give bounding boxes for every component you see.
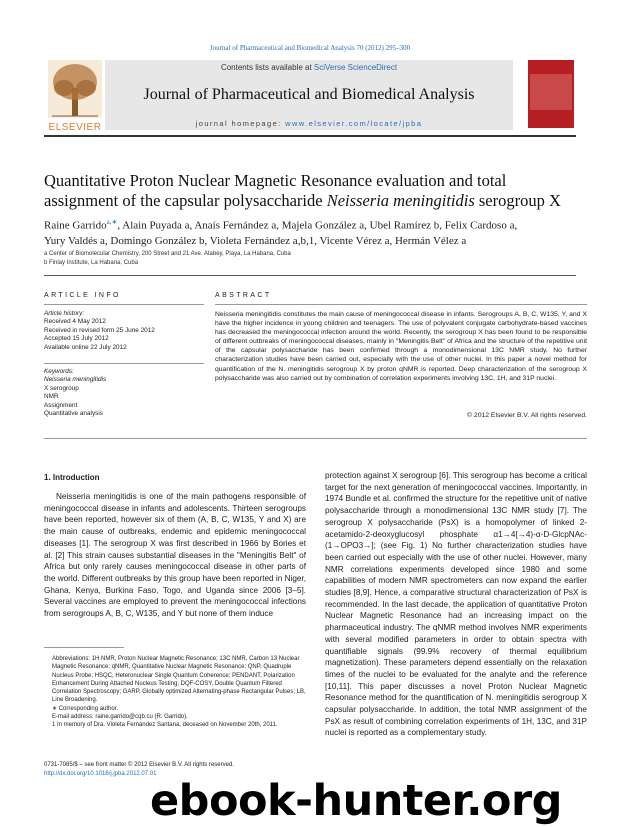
journal-title: Journal of Pharmaceutical and Biomedical Analysis bbox=[143, 86, 475, 103]
footnote-rule bbox=[44, 647, 124, 648]
contents-line bbox=[105, 63, 513, 72]
elsevier-logo-icon bbox=[44, 58, 106, 132]
abstract-rule bbox=[215, 304, 587, 305]
contents-prefix: Contents lists available at bbox=[220, 63, 314, 72]
keyword: NMR bbox=[44, 393, 59, 401]
footnotes bbox=[44, 655, 306, 730]
abbreviations-footnote: Abbreviations: 1H NMR, Proton Nuclear Magnetic Resonance; 13C NMR, Carbon 13 Nuclear Magnetic Resonance; qNMR, Quantitative Nuclear Magnetic Resonance; QNP, Quadruple Nucleus Probe; HSQC, Heteronuclear Single Quantum Coherence; PENDANT, Polarization Enhancement During Attached Nucleus Testing; DQF-COSY, Double Quantum Filtered Correlation Spectroscopy; GARP, Globally optimized Alternating-phase Rectangular Pulses; LB, Line Broadening. bbox=[52, 656, 306, 704]
title-text: assignment of the capsular polysaccharide bbox=[44, 191, 327, 210]
watermark-text: ebook-hunter.org bbox=[150, 776, 562, 826]
doi-link[interactable]: http://dx.doi.org/10.1016/j.jpba.2012.07.01 bbox=[44, 770, 157, 777]
title-species: Neisseria meningitidis bbox=[326, 191, 475, 210]
corresponding-author-note: ∗ Corresponding author. bbox=[52, 705, 119, 712]
journal-reference[interactable]: Journal of Pharmaceutical and Biomedical Analysis 70 (2012) 295–300 bbox=[209, 44, 411, 52]
issn-line: 0731-7085/$ – see front matter © 2012 Elsevier B.V. All rights reserved. bbox=[44, 762, 234, 768]
title-text-end: serogroup X bbox=[474, 191, 561, 210]
abstract-heading: ABSTRACT bbox=[215, 292, 272, 299]
keyword: Neisseria meningitidis bbox=[44, 376, 107, 384]
article-info-rule bbox=[44, 304, 204, 305]
first-author-affiliation[interactable]: a,∗ bbox=[106, 218, 118, 226]
keywords-rule bbox=[44, 363, 204, 364]
history-accepted: Accepted 15 July 2012 bbox=[44, 335, 109, 343]
abstract-text: Neisseria meningitidis constitutes the main cause of meningococcal disease in infants. Serogroups A, B, C, W135, Y, and X have the higher incidence in young children and teenagers. The use of polyvalent conjugate carbohydrate-based vaccines has decreased the meningococcal infection around the world. Recently, the serogroup X has been found to be responsible of different outbreaks of meningococcal diseases, mainly in "Meningitis Belt" of Africa and the structure of the repetitive unit of the capsular polysaccharide has been confirmed through a monodimensional 13C NMR study. No further characterization studies have been carried out, especially with the use of other nuclei. In this paper a novel method for quantification of the N. meningitidis serogroup X by proton qNMR is reported. Deep characterization of the serogroup X polysaccharide was also carried out by combination of correlation experiments involving 13C, 1H, and 31P nuclei. bbox=[215, 311, 587, 382]
authors-line-1 bbox=[44, 215, 584, 234]
affiliation-rule bbox=[44, 275, 576, 276]
history-received: Received 4 May 2012 bbox=[44, 318, 106, 326]
keywords-label: Keywords: bbox=[44, 368, 74, 375]
history-online: Available online 22 July 2012 bbox=[44, 343, 127, 351]
authors-rest: , Alain Puyada a, Anaís Fernández a, Majela González a, Ubel Ramírez b, Felix Cardoso a, bbox=[117, 219, 518, 232]
title-line-1: Quantitative Proton Nuclear Magnetic Resonance evaluation and total bbox=[44, 171, 507, 190]
journal-homepage bbox=[105, 119, 513, 128]
authors-line-2: Yury Valdés a, Domingo González b, Violeta Fernández a,b,1, Vicente Vérez a, Hermán Vélez a bbox=[44, 234, 467, 247]
section-heading-introduction: 1. Introduction bbox=[44, 473, 100, 482]
history-label: Article history: bbox=[44, 310, 85, 317]
journal-cover-art bbox=[530, 74, 572, 110]
affiliations bbox=[44, 250, 584, 268]
keywords bbox=[44, 368, 204, 418]
article-history bbox=[44, 310, 204, 352]
intro-paragraph-cont: protection against X serogroup [6]. This serogroup has become a critical target for the next generation of meningococcal vaccines. Importantly, in 1974 Bundle et al. confirmed the structure for the repetitive unit of native polysaccharide through a monodimensional 13C NMR study [7]. The serogroup X polysaccharide (PsX) is a homopolymer of linked 2-acetamido-2-deoxyglucosyl phosphate α1→4[→4)-α-D-GlcpNAc-(1→OPO3→]; (see Fig. 1) No further characterization studies have been carried out especially with the use of other nuclei. However, many NMR correlations experiments developed since 1980 and some capabilities of modern NMR spectrometers can now expand the earlier studies [8,9]. Hence, a comparative structural characterization of PsX is recommended. In the last decade, the application of quantitative Proton Nuclear Magnetic Resonance had an increasing impact on the pharmaceutical industry. The qNMR method involves NMR experiments with several modified parameters in order to obtain spectra with quantifiable signals (99.9% recovery of thermal equilibrium magnetization). These parameters depend essentially on the relaxation times of the nuclei to be evaluated for the analyte and the reference [10,11]. This paper discusses a novel Proton Nuclear Magnetic Resonance method for the quantification of N. meningitidis serogroup X capsular polysaccharide. In addition, the total NMR assignment of the PsX as result of combining correlation experiments of 1H, 13C, and 31P nuclei is reported as a complementary study. bbox=[325, 471, 587, 738]
keyword: Quantitative analysis bbox=[44, 410, 103, 418]
intro-left-column bbox=[44, 491, 306, 620]
first-author[interactable]: Raine Garrido bbox=[44, 219, 107, 232]
copyright: © 2012 Elsevier B.V. All rights reserved. bbox=[467, 412, 587, 419]
keyword: X serogroup bbox=[44, 384, 79, 392]
homepage-prefix: journal homepage: bbox=[195, 119, 286, 128]
publisher-logo-text: ELSEVIER bbox=[48, 122, 102, 133]
sciencedirect-link[interactable]: SciVerse ScienceDirect bbox=[313, 63, 398, 72]
author-list bbox=[44, 215, 584, 249]
keyword: Assignment bbox=[44, 401, 78, 409]
affiliation-a: a Center of Biomolecular Chemistry, 200 Street and 21 Ave. Atabey, Playa, La Habana, Cuba bbox=[44, 251, 291, 257]
affiliation-b: b Finlay Institute, La Habana, Cuba bbox=[44, 260, 139, 266]
title-line-2 bbox=[44, 191, 584, 211]
email-note[interactable]: E-mail address: raine.garrido@cqb.cu (R. Garrido). bbox=[52, 714, 188, 721]
intro-paragraph: Neisseria meningitidis is one of the main pathogens responsible of meningococcal disease in infants and adolescents. Thirteen serogroups have been reported, however six of them (A, B, C, W135, Y and X) are the main cause of outbreaks, endemic and epidemic meningococcal diseases [1]. The serogroup X was first described in 1966 by Bories et al. [2] This strain causes substantial diseases in the "Meningitis Belt" of Africa but only rarely causes meningococcal disease in other parts of the world. Different outbreaks by this group have been reported in Niger, Ghana, Kenya, Burkina Faso, Togo, and Uganda since 2006 [3–5]. Several vaccines are employed to prevent the meningococcal infections from serogroups A, B, C, W135, and Y but none of them induce bbox=[44, 492, 306, 619]
header-rule bbox=[44, 135, 576, 137]
article-info-heading: ARTICLE INFO bbox=[44, 292, 121, 299]
history-revised: Received in revised form 25 June 2012 bbox=[44, 326, 155, 334]
homepage-link[interactable]: www.elsevier.com/locate/jpba bbox=[285, 119, 423, 128]
memorial-note: 1 In memory of Dra. Violeta Fernández Santana, deceased on November 20th, 2011. bbox=[52, 722, 278, 729]
article-title bbox=[44, 171, 584, 211]
intro-right-column bbox=[325, 470, 587, 739]
abstract-bottom-rule bbox=[44, 438, 587, 439]
